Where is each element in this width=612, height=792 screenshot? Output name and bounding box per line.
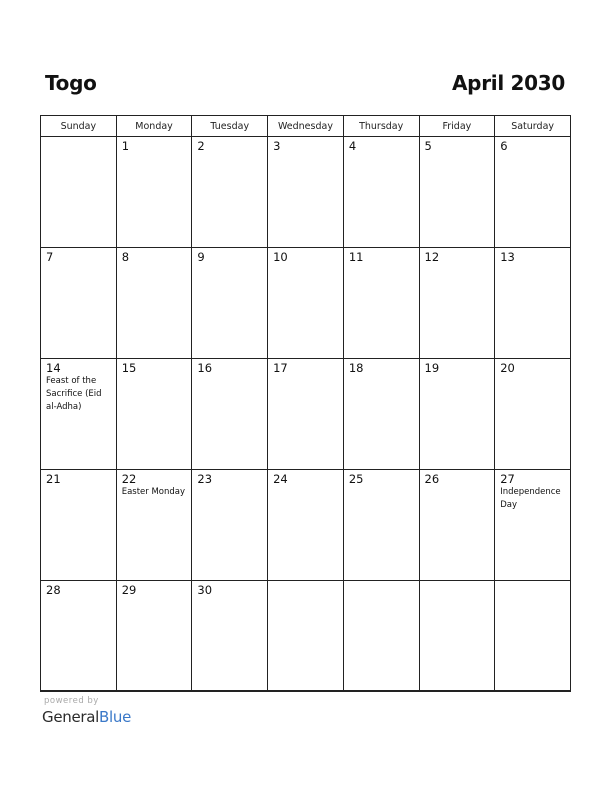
day-number: 5 [424, 139, 432, 153]
day-number: 28 [46, 583, 61, 597]
calendar-day-cell [343, 137, 419, 248]
holiday-label: Feast of the Sacrifice (Eid al-Adha) [46, 376, 102, 412]
calendar-day-cell [343, 248, 419, 359]
day-number: 14 [46, 361, 61, 375]
calendar-day-cell [192, 248, 268, 359]
calendar-day-cell [495, 248, 571, 359]
calendar-day-cell [192, 470, 268, 581]
calendar-day-cell [268, 137, 344, 248]
calendar-day-cell [495, 359, 571, 470]
day-number: 4 [348, 139, 357, 153]
day-number: 13 [500, 250, 515, 264]
calendar-day-cell [41, 137, 117, 248]
day-number: 3 [273, 139, 281, 153]
day-number [268, 581, 343, 584]
calendar-day-cell [495, 137, 571, 248]
day-number: 9 [197, 250, 205, 264]
weekday-header-row [41, 116, 571, 137]
day-number [420, 581, 495, 584]
calendar-week-row [41, 359, 571, 470]
calendar-day-cell [343, 470, 419, 581]
day-number: 17 [273, 361, 288, 375]
day-number: 23 [197, 472, 213, 486]
day-number: 7 [46, 250, 54, 264]
day-number: 2 [197, 139, 205, 153]
calendar-day-cell [419, 470, 495, 581]
calendar-week-row [41, 581, 571, 692]
calendar-month-title: April 2030 [452, 71, 565, 95]
day-number: 11 [348, 250, 364, 264]
calendar-week-row [41, 470, 571, 581]
calendar-day-cell [41, 359, 117, 470]
day-number: 29 [121, 583, 137, 597]
generalblue-logo[interactable] [42, 707, 131, 727]
brand-name-blue: Blue [99, 708, 132, 726]
calendar-grid [40, 115, 571, 692]
calendar-country-title: Togo [45, 71, 97, 95]
day-number: 30 [197, 583, 213, 597]
calendar-day-cell [192, 359, 268, 470]
calendar-week-row [41, 248, 571, 359]
calendar-day-cell [268, 359, 344, 470]
day-number: 15 [121, 361, 137, 375]
calendar-day-cell [268, 581, 344, 692]
brand-name-general: General [42, 708, 100, 726]
footer-divider [40, 690, 571, 691]
powered-by-text: powered by [44, 696, 99, 706]
weekday-header: Tuesday [192, 116, 268, 137]
day-number: 20 [500, 361, 515, 375]
calendar-day-cell [116, 248, 192, 359]
day-number: 6 [500, 139, 508, 153]
calendar-day-cell [495, 581, 571, 692]
day-number [41, 137, 116, 140]
calendar-day-cell [343, 359, 419, 470]
day-number: 24 [273, 472, 288, 486]
day-number: 21 [46, 472, 61, 486]
weekday-header: Sunday [41, 116, 117, 137]
calendar-day-cell [268, 470, 344, 581]
calendar-day-cell [41, 470, 117, 581]
day-number [495, 581, 570, 584]
calendar-day-cell [419, 581, 495, 692]
day-number: 19 [424, 361, 440, 375]
holiday-label: Easter Monday [121, 487, 186, 497]
calendar-day-cell [419, 137, 495, 248]
calendar-day-cell [192, 581, 268, 692]
calendar-week-row [41, 137, 571, 248]
weekday-header: Wednesday [268, 116, 344, 137]
calendar-day-cell [116, 137, 192, 248]
calendar-day-cell [116, 359, 192, 470]
day-number: 22 [121, 472, 137, 486]
calendar-day-cell [192, 137, 268, 248]
day-number: 26 [424, 472, 440, 486]
calendar-day-cell [343, 581, 419, 692]
calendar-day-cell [268, 248, 344, 359]
holiday-label: Independence Day [500, 487, 561, 510]
day-number: 8 [121, 250, 130, 264]
calendar-day-cell [116, 470, 192, 581]
day-number: 25 [348, 472, 364, 486]
weekday-header: Thursday [343, 116, 419, 137]
day-number: 18 [348, 361, 364, 375]
calendar-day-cell [41, 581, 117, 692]
weekday-header: Monday [116, 116, 192, 137]
calendar-day-cell [495, 470, 571, 581]
weekday-header: Saturday [495, 116, 571, 137]
day-number [344, 581, 419, 584]
calendar-day-cell [419, 248, 495, 359]
calendar-day-cell [116, 581, 192, 692]
calendar-day-cell [41, 248, 117, 359]
weekday-header: Friday [419, 116, 495, 137]
day-number: 10 [273, 250, 288, 264]
day-number: 27 [500, 472, 515, 486]
day-number: 12 [424, 250, 440, 264]
day-number: 1 [121, 139, 130, 153]
day-number: 16 [197, 361, 213, 375]
calendar-day-cell [419, 359, 495, 470]
